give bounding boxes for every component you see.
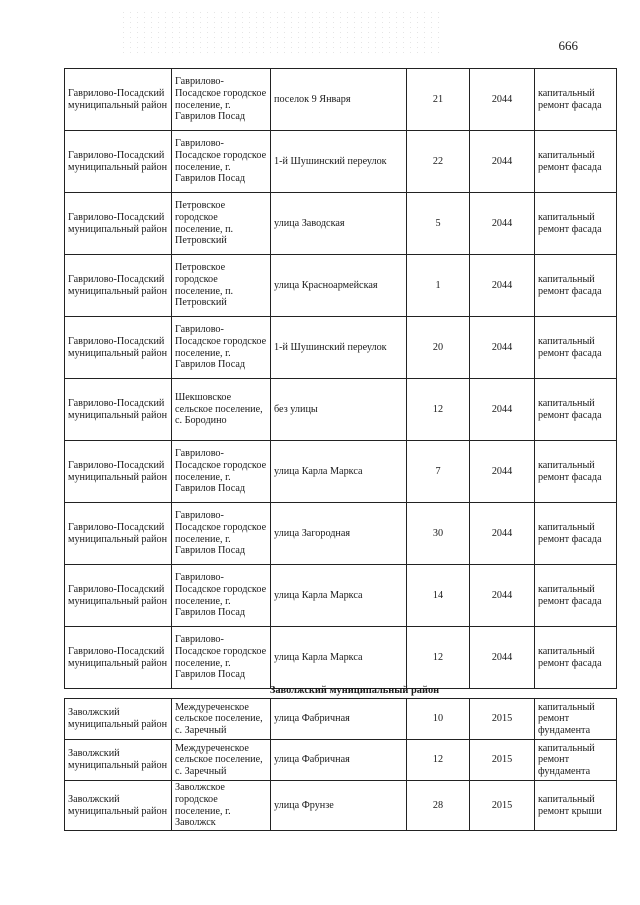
year-cell: 2044 [470, 565, 535, 627]
settlement-cell: Гаврилово-Посадское городское поселение, г. Гаврилов Посад [172, 69, 271, 131]
year-cell: 2044 [470, 627, 535, 689]
year-cell: 2015 [470, 740, 535, 781]
street-cell: улица Карла Маркса [271, 627, 407, 689]
year-cell: 2015 [470, 699, 535, 740]
district-cell: Гаврилово-Посадский муниципальный район [65, 317, 172, 379]
house-number-cell: 22 [407, 131, 470, 193]
street-cell: улица Фабричная [271, 699, 407, 740]
table-row [65, 255, 617, 317]
district-cell: Гаврилово-Посадский муниципальный район [65, 69, 172, 131]
district-cell: Гаврилово-Посадский муниципальный район [65, 255, 172, 317]
work-type-cell: капитальный ремонт фундамента [535, 699, 617, 740]
table-row [65, 503, 617, 565]
settlement-cell: Междуреченское сельское поселение, с. Заречный [172, 740, 271, 781]
table-row [65, 740, 617, 781]
main-registry-table [64, 68, 617, 689]
work-type-cell: капитальный ремонт фасада [535, 627, 617, 689]
house-number-cell: 7 [407, 441, 470, 503]
settlement-cell: Шекшовское сельское поселение, с. Бородино [172, 379, 271, 441]
street-cell: улица Карла Маркса [271, 565, 407, 627]
street-cell: поселок 9 Января [271, 69, 407, 131]
table-row [65, 379, 617, 441]
district-cell: Гаврилово-Посадский муниципальный район [65, 565, 172, 627]
district-cell: Гаврилово-Посадский муниципальный район [65, 379, 172, 441]
district-cell: Гаврилово-Посадский муниципальный район [65, 441, 172, 503]
year-cell: 2015 [470, 781, 535, 831]
year-cell: 2044 [470, 503, 535, 565]
house-number-cell: 21 [407, 69, 470, 131]
work-type-cell: капитальный ремонт фасада [535, 379, 617, 441]
table-row [65, 69, 617, 131]
table-row [65, 781, 617, 831]
settlement-cell: Гаврилово-Посадское городское поселение, г. Гаврилов Посад [172, 131, 271, 193]
work-type-cell: капитальный ремонт фасада [535, 441, 617, 503]
table-row [65, 627, 617, 689]
table-row [65, 699, 617, 740]
year-cell: 2044 [470, 255, 535, 317]
year-cell: 2044 [470, 379, 535, 441]
district-cell: Заволжский муниципальный район [65, 781, 172, 831]
house-number-cell: 20 [407, 317, 470, 379]
settlement-cell: Петровское городское поселение, п. Петровский [172, 255, 271, 317]
settlement-cell: Междуреченское сельское поселение, с. Заречный [172, 699, 271, 740]
work-type-cell: капитальный ремонт фасада [535, 317, 617, 379]
work-type-cell: капитальный ремонт фасада [535, 255, 617, 317]
street-cell: улица Загородная [271, 503, 407, 565]
house-number-cell: 10 [407, 699, 470, 740]
table-row [65, 131, 617, 193]
house-number-cell: 28 [407, 781, 470, 831]
settlement-cell: Петровское городское поселение, п. Петровский [172, 193, 271, 255]
street-cell: улица Фабричная [271, 740, 407, 781]
district-cell: Заволжский муниципальный район [65, 699, 172, 740]
district-cell: Гаврилово-Посадский муниципальный район [65, 193, 172, 255]
zavolzhsk-registry-table [64, 698, 617, 831]
section-title: Заволжский муниципальный район [269, 685, 440, 696]
table-row [65, 193, 617, 255]
work-type-cell: капитальный ремонт фасада [535, 565, 617, 627]
district-cell: Гаврилово-Посадский муниципальный район [65, 627, 172, 689]
table-row [65, 565, 617, 627]
house-number-cell: 30 [407, 503, 470, 565]
year-cell: 2044 [470, 317, 535, 379]
work-type-cell: капитальный ремонт фасада [535, 503, 617, 565]
street-cell: 1-й Шушинский переулок [271, 131, 407, 193]
scan-noise [120, 10, 440, 55]
settlement-cell: Заволжское городское поселение, г. Заволжск [172, 781, 271, 831]
street-cell: улица Фрунзе [271, 781, 407, 831]
house-number-cell: 12 [407, 379, 470, 441]
year-cell: 2044 [470, 69, 535, 131]
district-cell: Гаврилово-Посадский муниципальный район [65, 131, 172, 193]
settlement-cell: Гаврилово-Посадское городское поселение, г. Гаврилов Посад [172, 627, 271, 689]
house-number-cell: 5 [407, 193, 470, 255]
work-type-cell: капитальный ремонт фасада [535, 69, 617, 131]
settlement-cell: Гаврилово-Посадское городское поселение, г. Гаврилов Посад [172, 565, 271, 627]
year-cell: 2044 [470, 193, 535, 255]
district-cell: Гаврилово-Посадский муниципальный район [65, 503, 172, 565]
street-cell: улица Красноармейская [271, 255, 407, 317]
district-cell: Заволжский муниципальный район [65, 740, 172, 781]
street-cell: улица Заводская [271, 193, 407, 255]
street-cell: 1-й Шушинский переулок [271, 317, 407, 379]
house-number-cell: 12 [407, 740, 470, 781]
work-type-cell: капитальный ремонт фасада [535, 193, 617, 255]
year-cell: 2044 [470, 131, 535, 193]
table-row [65, 441, 617, 503]
table-row [65, 317, 617, 379]
settlement-cell: Гаврилово-Посадское городское поселение, г. Гаврилов Посад [172, 317, 271, 379]
house-number-cell: 14 [407, 565, 470, 627]
street-cell: без улицы [271, 379, 407, 441]
settlement-cell: Гаврилово-Посадское городское поселение, г. Гаврилов Посад [172, 503, 271, 565]
house-number-cell: 12 [407, 627, 470, 689]
year-cell: 2044 [470, 441, 535, 503]
settlement-cell: Гаврилово-Посадское городское поселение, г. Гаврилов Посад [172, 441, 271, 503]
work-type-cell: капитальный ремонт фундамента [535, 740, 617, 781]
house-number-cell: 1 [407, 255, 470, 317]
work-type-cell: капитальный ремонт фасада [535, 131, 617, 193]
street-cell: улица Карла Маркса [271, 441, 407, 503]
page-number: 666 [558, 38, 578, 53]
work-type-cell: капитальный ремонт крыши [535, 781, 617, 831]
